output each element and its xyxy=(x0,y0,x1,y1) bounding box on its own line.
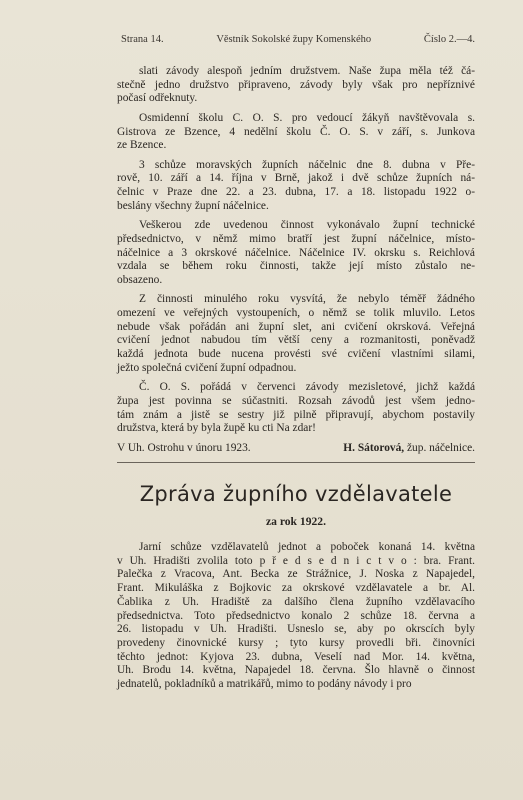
text-line: vzdala se během roku činnosti, takže její místo zůstalo ne- xyxy=(117,260,475,273)
text-line: ježto společná cvičení župní odpadnou. xyxy=(117,361,297,374)
paragraph xyxy=(117,65,475,106)
paragraph xyxy=(117,219,475,288)
text-line: 3 schůze moravských župních náčelnic dne 8. dubna v Pře- xyxy=(139,158,475,171)
issue-number: Číslo 2.—4. xyxy=(423,34,475,45)
text-line: těchto jednot: Kyjova 23. dubna, Veselí nad Mor. 14. května, xyxy=(117,650,475,663)
text-line: tám znám a jistě se sestry již pilně připravují, abychom postavily xyxy=(117,408,475,421)
text-line: cvičení jednot nabudou tím větší ceny a rozmanitosti, poněvadž xyxy=(117,334,475,347)
text-line: omezení ve veřejných vystoupeních, o němž se tolik mluvilo. Letos xyxy=(117,307,475,319)
section-report-education xyxy=(117,541,475,697)
running-header xyxy=(121,34,475,45)
signature-place-date: V Uh. Ostrohu v únoru 1923. xyxy=(117,441,251,454)
text-line: 26. listopadu v Uh. Hradišti. Usneslo se, aby po okrscích byly xyxy=(117,623,475,636)
text-line: stečně jedno družstvo připraveno, závody byly však pro nepříznivé xyxy=(117,78,475,91)
text-line: rově, 10. září a 14. října v Brně, jakož i dvě schůze župních ná- xyxy=(117,172,475,185)
paragraph xyxy=(117,159,475,214)
text-line: Uh. Brodu 14. května, Napajedel 18. června. Šlo hlavně o činnost xyxy=(117,664,475,677)
paragraph xyxy=(117,293,475,375)
page-number: Strana 14. xyxy=(121,34,164,45)
text-line: ze Bzence. xyxy=(117,139,167,152)
text-line: Čablika z Uh. Hradiště za dalšího člena župního vzdělavacího xyxy=(117,595,475,608)
text-line: počasí odřeknuty. xyxy=(117,92,198,105)
text-line: každá jednota bude nucena provésti své cvičení vlastními silami, xyxy=(117,348,475,361)
journal-title: Věstník Sokolské župy Komenského xyxy=(216,34,372,45)
text-line: Z činnosti minulého roku vysvítá, že nebylo téměř žádného xyxy=(139,293,475,306)
section-report-women xyxy=(117,65,475,455)
text-line: jednatelů, pokladníků a matrikářů, mimo to podány návody i pro xyxy=(117,678,412,691)
text-line: provedeny činovnické kursy ; tyto kursy provedli bři. činovníci xyxy=(117,636,475,649)
text-line: Palečka z Vracova, Ant. Becka ze Strážnice, J. Noska z Napajedel, xyxy=(117,568,475,581)
text-line: nebude však pořádán ani župní slet, ani cvičení okrsková. Veřejná xyxy=(117,320,475,333)
signature xyxy=(343,442,475,456)
paragraph xyxy=(117,381,475,436)
signature-name: H. Sátorová, xyxy=(343,441,405,454)
paragraph xyxy=(117,112,475,153)
text-line: družstva, která by byla župě ku cti Na zdar! xyxy=(117,422,316,435)
text-line: náčelnice a 3 okrskové náčelnice. Náčelnice IV. okrsku s. Reichlová xyxy=(117,246,475,259)
text-line: čelnic v Praze dne 22. a 23. dubna, 17. a 18. listopadu 1922 o- xyxy=(117,186,475,198)
text-line: v Uh. Hradišti zvolila toto p ř e d s e d n i c t v o : bra. Frant. xyxy=(117,554,475,567)
signature-line xyxy=(117,442,475,456)
section-divider xyxy=(117,462,475,463)
text-line: předsednictvo, v němž mimo bratří jest župní náčelnice, místo- xyxy=(117,232,475,245)
text-line: předsednictva. Toto předsednictvo konalo 2 schůze 18. června a xyxy=(117,609,475,622)
text-line: Frant. Mikuláška z Bojkovic za okrskové vzdělavatele a br. Al. xyxy=(117,582,475,595)
text-line: slati závody alespoň jedním družstvem. Naše župa měla též čá- xyxy=(139,65,475,77)
text-line: beslány všechny župní náčelnice. xyxy=(117,199,269,212)
section-subtitle: za rok 1922. xyxy=(265,515,326,528)
signature-role: žup. náčelnice. xyxy=(407,441,475,454)
text-line: župa jest povinna se súčastniti. Rozsah závodů jest všem jedno- xyxy=(117,394,475,407)
section-title: Zpráva župního vzdělavatele xyxy=(139,482,453,506)
text-line: Gistrova ze Bzence, 4 nedělní školu Č. O. S. v září, s. Junkova xyxy=(117,125,475,138)
text-line: Jarní schůze vzdělavatelů jednot a poboček konaná 14. května xyxy=(139,541,475,553)
text-line: obsazeno. xyxy=(117,273,163,286)
text-line: Osmidenní školu C. O. S. pro vedoucí žákyň navštěvovala s. xyxy=(139,111,475,124)
paragraph xyxy=(117,541,475,692)
text-line: Č. O. S. pořádá v červenci závody mezisletové, jichž každá xyxy=(139,381,475,394)
text-line: Veškerou zde uvedenou činnost vykonávalo župní technické xyxy=(139,219,475,232)
